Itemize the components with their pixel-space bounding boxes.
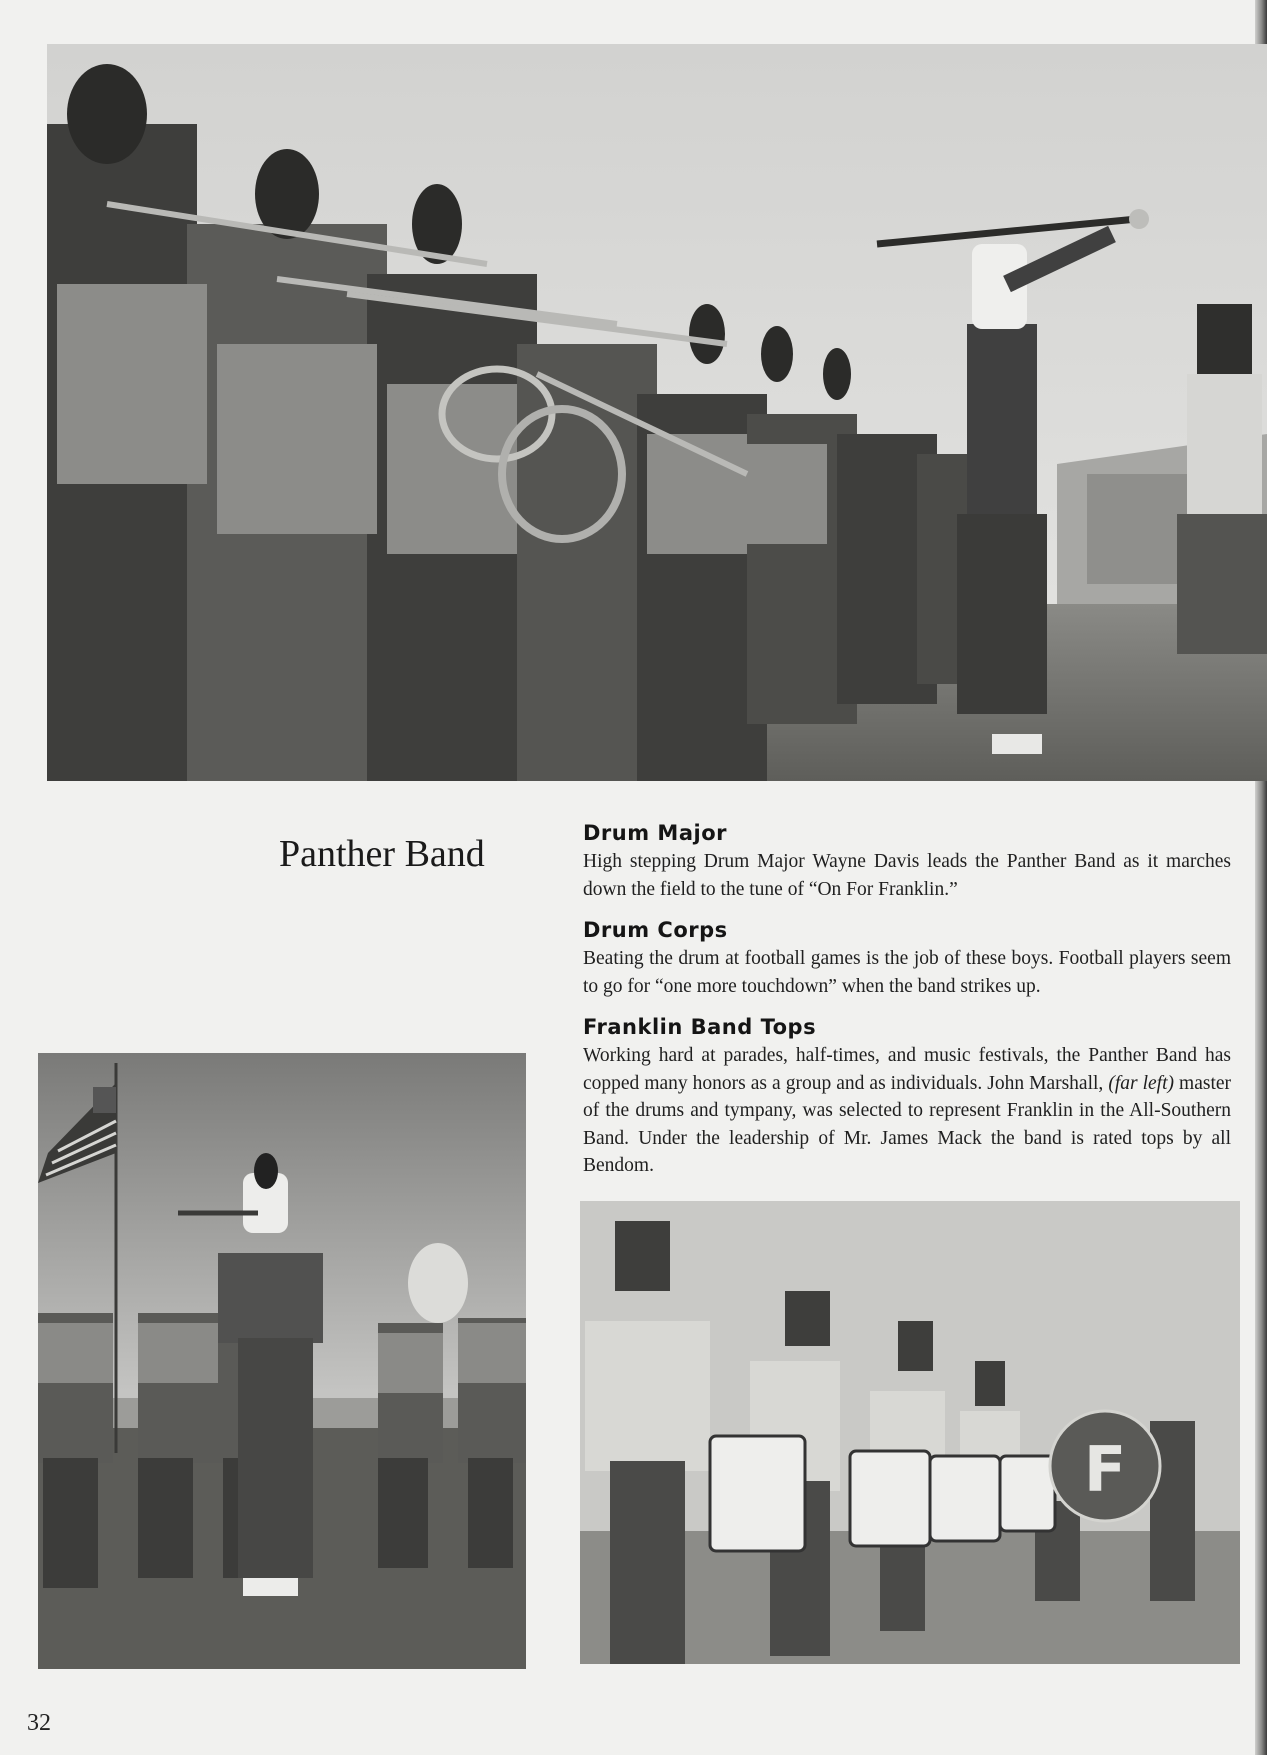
body-text: master of the drums and tympany, was selected to represent Franklin in the All-Southern Band. Under the leadership of Mr. James Mack the band is rated tops by all Bendom. [583,1072,1232,1176]
photo-band-line-drum-major [47,44,1267,781]
photo-drum-major-flag [38,1053,526,1669]
section-body [583,1042,1231,1180]
page-title: Panther Band [279,833,485,875]
section-franklin-band-tops [583,1012,1231,1180]
section-body: Beating the drum at football games is the job of these boys. Football players seem to go for “one more touchdown” when the band strikes up. [583,948,1231,997]
body-italic-note: (far left) [1108,1072,1175,1094]
page-number: 32 [27,1710,51,1736]
section-heading: Drum Corps [583,918,728,942]
section-drum-corps [583,915,1231,1000]
section-heading: Drum Major [583,821,727,845]
section-drum-major [583,818,1231,903]
section-heading: Franklin Band Tops [583,1015,817,1039]
section-body: High stepping Drum Major Wayne Davis leads the Panther Band as it marches down the field to the tune of “On For Franklin.” [583,851,1231,900]
photo-drum-corps [580,1201,1240,1664]
caption-column [583,818,1231,1192]
bass-drum-letter: F [1083,1433,1127,1506]
body-text: Working hard at parades, half-times, and music festivals, the Panther Band has copped many honors as a group and as individuals. John Marshall, [583,1045,1231,1094]
